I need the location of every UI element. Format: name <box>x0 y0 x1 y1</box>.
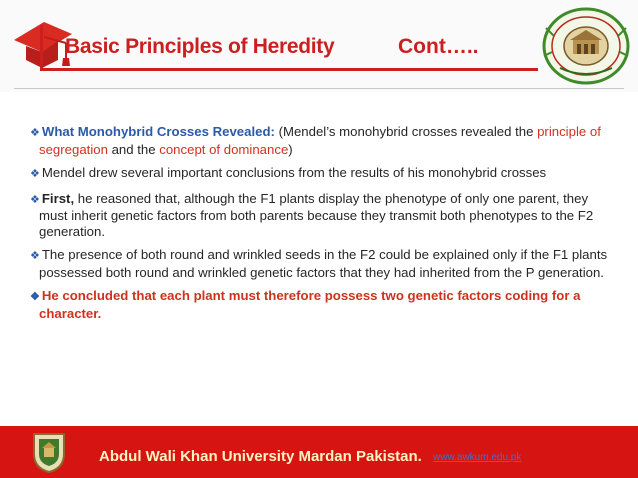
bullet-monohybrid-crosses <box>30 124 610 157</box>
diamond-bullet-icon: ❖ <box>30 291 40 303</box>
term-concept-of-dominance: concept of dominance <box>159 141 289 157</box>
slide-title: Basic Principles of Heredity <box>65 35 335 58</box>
bullet-text: he reasoned that, although the F1 plants display the phenotype of only one parent, they must inherit genetic factors from both parents because they transmit both phenotypes to the F2 generation. <box>39 190 594 239</box>
diamond-bullet-icon: ❖ <box>30 250 40 262</box>
bullet-lead: First, <box>41 190 75 206</box>
bullet-first-reasoning <box>30 191 610 240</box>
footer-university-name: Abdul Wali Khan University Mardan Pakistan. <box>99 448 422 465</box>
footer-website-link[interactable]: www.awkum.edu.pk <box>433 452 522 463</box>
bullet-conclusions <box>30 165 610 183</box>
bullet-f2-seeds <box>30 247 610 280</box>
bullet-text: He concluded that each plant must therefore possess two genetic factors coding for a character. <box>39 288 581 321</box>
bullet-two-factors <box>30 288 610 321</box>
bullet-text: The presence of both round and wrinkled seeds in the F2 could be explained only if the F1 plants possessed both round and wrinkled genetic factors that they had inherited from the P generation. <box>39 247 608 280</box>
bullet-text: Mendel drew several important conclusions from the results of his monohybrid crosses <box>41 165 547 180</box>
bullet-text: ) <box>288 141 293 157</box>
slide-title-continued: Cont….. <box>398 35 479 58</box>
bullet-text: and the <box>107 141 160 157</box>
term-principle-of-segregation: principle of segregation <box>39 124 601 157</box>
diamond-bullet-icon: ❖ <box>30 168 40 180</box>
header-divider <box>14 88 624 89</box>
bullet-text: (Mendel’s monohybrid crosses revealed the <box>274 124 538 139</box>
university-crest-logo <box>28 430 70 474</box>
bullet-lead: What Monohybrid Crosses Revealed: <box>41 124 275 139</box>
university-seal-logo <box>540 6 632 86</box>
slide-content <box>30 124 610 329</box>
diamond-bullet-icon: ❖ <box>30 127 40 139</box>
diamond-bullet-icon: ❖ <box>30 193 40 206</box>
